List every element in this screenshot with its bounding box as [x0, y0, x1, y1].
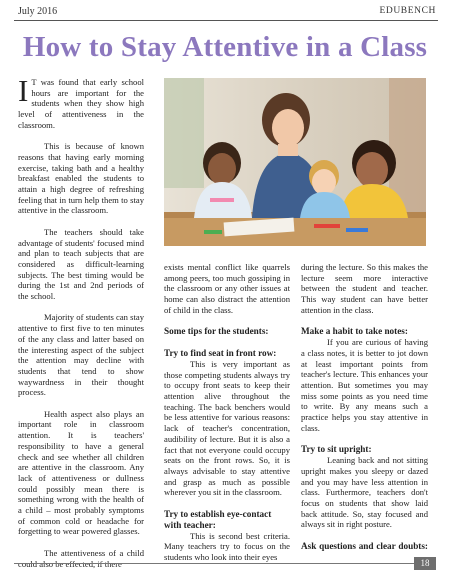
section-heading: Ask questions and clear doubts:	[301, 540, 428, 551]
paragraph: This is because of known reasons that having early morning exercise, taking bath and a healthy breakfast enabled the students to attain a high degree of refreshing feeling that in turn help them to stay attentive in the classroom.	[18, 141, 144, 216]
article-column-1	[18, 73, 144, 569]
header-divider	[14, 20, 438, 21]
paragraph: during the lecture. So this makes the lecture seem more interactive between the student and teacher. This way student can have better attention in the class.	[301, 262, 428, 315]
paragraph: The teachers should take advantage of students' focused mind and plan to teach subjects that are considered as difficult-learning subjects. The best timing would be during the 1st and 2nd periods of the school.	[18, 226, 144, 302]
drop-cap: I	[18, 73, 29, 108]
paragraph: This is very important as those competing students always try to occupy front seats to keep their attention alive throughout the teaching. The back benchers would be less attentive for various reasons: lack of teacher's concentration, audibility of lecture. But it is also a fact that not everyone could occupy seats on the front rows. So, it is always advisable to stay attentive and grasp as much as possible wherever you sit in the classroom.	[164, 358, 290, 498]
classroom-photo	[164, 78, 426, 246]
article-title: How to Stay Attentive in a Class	[22, 31, 428, 63]
paragraph: This is second best criteria. Many teachers try to focus on the students who look into their eyes	[164, 530, 290, 563]
section-heading: Make a habit to take notes:	[301, 326, 408, 337]
publication-name: EDUBENCH	[379, 6, 436, 16]
paragraph: exists mental conflict like quarrels among peers, too much gossiping in the classroom or any other issues at home can also distract the attention of child in the class.	[164, 262, 290, 315]
paragraph: Majority of students can stay attentive to first five to ten minutes of the any class and latter based on the interesting aspect of the subject the attention may decline with students that tend to show waywardness in their thought process.	[18, 312, 144, 398]
section-heading: Try to find seat in front row:	[164, 347, 277, 358]
intro-paragraph	[18, 73, 144, 131]
tips-heading: Some tips for the students:	[164, 326, 269, 337]
intro-text: T was found that early school hours are important for the students when they show high level of attentiveness in the classroom.	[18, 77, 144, 130]
section-heading: Try to sit upright:	[301, 444, 372, 455]
issue-date: July 2016	[18, 6, 58, 17]
article-column-3	[301, 262, 428, 552]
footer-divider	[14, 563, 414, 564]
article-column-2	[164, 262, 290, 563]
paragraph: The attentiveness of a child could also be effected, if there	[18, 547, 144, 569]
paragraph: Leaning back and not sitting upright makes you sleepy or dazed and you may have less attention in class. Furthermore, teachers don't focus on students that show laid back attitude. So, stay focused and always sit in right posture.	[301, 455, 428, 530]
page-number: 18	[414, 557, 436, 570]
paragraph: If you are curious of having a class notes, it is better to jot down at least important points from teacher's lecture. This enhances your attention. But sometimes you may miss some points as you need time to write. By any means such a practice helps you stay attentive in class.	[301, 337, 428, 433]
paragraph: Health aspect also plays an important role in classroom attention. It is teachers' responsibility to have a general check and see whether all children are attentive in the classroom. Any lack of attentiveness or dullness could possibly mean there is something wrong with the health of a child – most probably symptoms of common cold or headache for forgetting to wear powered glasses.	[18, 408, 144, 537]
section-heading: Try to establish eye-contact with teacher:	[164, 508, 272, 530]
